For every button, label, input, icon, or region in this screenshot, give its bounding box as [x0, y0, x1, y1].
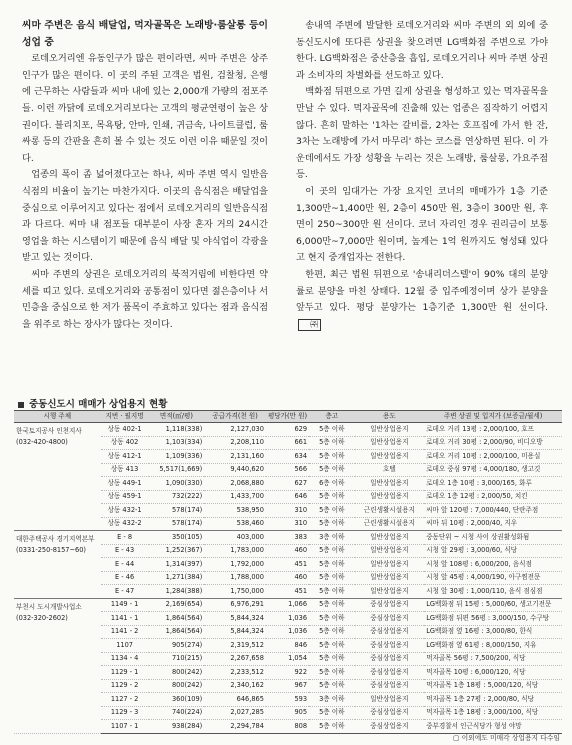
table-cell: 로데오 거리 10평 : 2,000/100, 미용실	[424, 450, 562, 464]
table-cell: 1,109(336)	[149, 450, 205, 464]
table-cell: 상동 432-1	[101, 504, 149, 518]
table-cell: 상동 413	[101, 463, 149, 477]
table-cell: 1,864(564)	[149, 625, 205, 639]
table-cell: 1,036	[266, 612, 309, 626]
table-cell: E - 47	[101, 585, 149, 599]
table-cell: 일반상업용지	[355, 423, 425, 437]
table-cell: 2,127,030	[204, 423, 266, 437]
table-cell: 1,284(388)	[149, 585, 205, 599]
table-cell: 로데오 1층 12평 : 2,000/50, 치킨	[424, 490, 562, 504]
table-cell: 1,314(397)	[149, 558, 205, 572]
table-cell: 800(242)	[149, 679, 205, 693]
table-cell: 5층 이하	[309, 666, 355, 680]
article-end-mark: ㈜	[298, 319, 321, 331]
agency-phone: (032-320-2602)	[16, 613, 68, 622]
table-cell: 627	[266, 477, 309, 491]
table-cell: 5층 이하	[309, 436, 355, 450]
table-cell: 5층 이하	[309, 720, 355, 734]
table-cell: 2,027,285	[204, 706, 266, 720]
table-cell: 5층 이하	[309, 639, 355, 653]
table-cell: 1,066	[266, 598, 309, 612]
table-cell: 460	[266, 544, 309, 558]
agency-phone: (032-420-4800)	[16, 438, 68, 446]
table-title	[18, 396, 167, 410]
table-cell: 846	[266, 639, 309, 653]
table-cell: 중심상업용지	[355, 679, 425, 693]
table-cell: 310	[266, 504, 309, 518]
table-cell: 5층 이하	[309, 612, 355, 626]
table-cell: 1,271(384)	[149, 571, 205, 585]
table-cell: 일반상업용지	[355, 436, 425, 450]
table-cell: 로데오 1층 10평 : 3,000/165, 화루	[424, 477, 562, 491]
table-cell: 5층 이하	[309, 423, 355, 437]
table-cell: 중심상업용지	[355, 720, 425, 734]
table-cell: 1141 - 1	[101, 612, 149, 626]
table-cell: 1129 - 1	[101, 666, 149, 680]
table-cell: E - 46	[101, 571, 149, 585]
table-cell: 일반상업용지	[355, 585, 425, 599]
table-cell: 460	[266, 571, 309, 585]
section-heading: 씨마 주변은 음식 배달업, 먹자골목은 노래방·룸살롱 등이 성업 중	[22, 20, 268, 48]
table-cell: E - 44	[101, 558, 149, 572]
table-cell: 1,118(338)	[149, 423, 205, 437]
table-row	[14, 531, 562, 545]
table-cell: 1127 - 2	[101, 693, 149, 707]
table-cell: 중심상업용지	[355, 666, 425, 680]
table-cell: E - 8	[101, 531, 149, 545]
agency-name: 한국토지공사 인천지사	[16, 427, 82, 435]
column-header: 면적(㎡/평)	[149, 411, 205, 423]
agency-name: 대한주택공사 경기지역본부	[16, 535, 95, 543]
table-cell: 먹자골목 10평 : 6,000/120, 식당	[424, 666, 562, 680]
article-right-column	[296, 18, 548, 333]
table-cell: 일반상업용지	[355, 571, 425, 585]
table-cell: 일반상업용지	[355, 558, 425, 572]
table-cell: 일반상업용지	[355, 477, 425, 491]
table-cell: 5층 이하	[309, 571, 355, 585]
table-cell: 5층 이하	[309, 706, 355, 720]
table-cell: 5층 이하	[309, 463, 355, 477]
table-cell: 근린생활시설용지	[355, 504, 425, 518]
table-cell: 상동 459-1	[101, 490, 149, 504]
table-cell: 5,844,324	[204, 612, 266, 626]
table-cell: 먹자골목 1층 18평 : 5,000/120, 식당	[424, 679, 562, 693]
table-cell: 1149 - 1	[101, 598, 149, 612]
table-cell: 중심상업용지	[355, 598, 425, 612]
table-cell: 360(109)	[149, 693, 205, 707]
table-cell: 383	[266, 531, 309, 545]
table-cell: 1107	[101, 639, 149, 653]
table-cell: 2,267,658	[204, 652, 266, 666]
table-cell: 5층 이하	[309, 544, 355, 558]
table-cell: 1,864(564)	[149, 612, 205, 626]
table-cell: 1107 - 1	[101, 720, 149, 734]
table-cell: 1,433,700	[204, 490, 266, 504]
table-cell: 일반상업용지	[355, 531, 425, 545]
table-cell: 상동 412-1	[101, 450, 149, 464]
table-cell: 578(174)	[149, 504, 205, 518]
table-row	[14, 598, 562, 612]
table-cell: 5층 이하	[309, 517, 355, 531]
table-cell: 1,090(330)	[149, 477, 205, 491]
table-cell: 1,783,000	[204, 544, 266, 558]
table-cell: 로데오 거리 30평 : 2,000/90, 비디오방	[424, 436, 562, 450]
table-cell: 5,517(1,669)	[149, 463, 205, 477]
body-paragraph: 씨마 주변의 상권은 로데오거리의 북적거림에 비한다면 약세를 띠고 있다. 로데오거리와 공통점이 있다면 젊은층이나 서민층을 중심으로 한 저가 품목이 주효하고 있다는 점과 음식점을 위주로 하는 장사가 많다는 것이다.	[22, 268, 268, 330]
table-cell: 먹자골목 1층 18평 : 3,000/100, 식당	[424, 706, 562, 720]
column-header: 공급가격(천 원)	[204, 411, 266, 423]
table-cell: 2,319,512	[204, 639, 266, 653]
table-cell: LG백화점 뒤 15평 : 5,000/60, 생고기전문	[424, 598, 562, 612]
table-cell: 중부경찰서 인근식당가 형성 야망	[424, 720, 562, 734]
table-cell: 근린생활시설용지	[355, 517, 425, 531]
body-paragraph	[296, 267, 548, 333]
table-cell: 9,440,620	[204, 463, 266, 477]
column-header: 평당가(만 원)	[266, 411, 309, 423]
table-cell: 1129 - 3	[101, 706, 149, 720]
table-caption: ▢ 이외에도 미매각 상업용지 다수임	[453, 734, 560, 742]
agency-cell	[14, 531, 101, 599]
table-cell: 2,068,880	[204, 477, 266, 491]
table-cell: 1,750,000	[204, 585, 266, 599]
table-header-row	[14, 411, 562, 423]
table-cell: 먹자골목 56평 : 7,500/200, 식당	[424, 652, 562, 666]
table-cell: 732(222)	[149, 490, 205, 504]
table-cell: 호텔	[355, 463, 425, 477]
table-cell: 634	[266, 450, 309, 464]
table-cell: 1,036	[266, 625, 309, 639]
agency-cell	[14, 598, 101, 733]
table-cell: 시청 앞 29평 : 3,000/60, 식당	[424, 544, 562, 558]
table-cell: 710(215)	[149, 652, 205, 666]
table-cell: 중심상업용지	[355, 652, 425, 666]
table-cell: 2,233,512	[204, 666, 266, 680]
table-cell: 중심상업용지	[355, 612, 425, 626]
table-cell: 451	[266, 558, 309, 572]
table-cell: 5층 이하	[309, 450, 355, 464]
body-paragraph: 백화점 뒤편으로 가면 길게 상권을 형성하고 있는 먹자골목을 만날 수 있다. 먹자골목에 진출해 있는 업종은 짐작하기 어렵지 않다. 흔히 말하는 '1차는 갈비를, 2차는 호프집에 가서 한 잔, 3차는 노래방에 가서 마무리' 하는 코스를 연상하면 된다. 이 가운데에서도 가장 성황을 누리는 것은 노래방, 룸살롱, 가요주점 등.	[296, 86, 548, 181]
table-cell: 661	[266, 436, 309, 450]
table-cell: 538,950	[204, 504, 266, 518]
body-paragraph: 업종의 폭이 좀 넓어졌다고는 하나, 씨마 주변 역시 일반음식점의 비율이 높기는 마찬가지다. 이곳의 음식점은 배달업을 중심으로 이루어지고 있다는 점에서 로데오거리의 일반음식점과 다르다. 씨마 내 점포들 대부분이 사장 혼자 거의 24시간 영업을 하는 시스템이기 때문에 음식 배달 및 야식업이 각광을 받고 있는 것이다.	[22, 169, 268, 264]
last-paragraph-text: 한편, 최근 법원 뒤편으로 '송내리더스텔'이 90% 대의 분양률로 분양을 마친 상태다. 12월 중 입주예정이며 상가 분양을 앞두고 있다. 평당 분양가는 1층기준 1,300만 원 선이다.	[296, 268, 548, 314]
table-cell: 5층 이하	[309, 504, 355, 518]
commercial-land-table	[14, 410, 562, 734]
table-row	[14, 423, 562, 437]
table-cell: 2,169(654)	[149, 598, 205, 612]
table-cell: 중심상업용지	[355, 639, 425, 653]
table-cell: 5층 이하	[309, 652, 355, 666]
table-cell: 일반상업용지	[355, 490, 425, 504]
table-cell: 6층 이하	[309, 477, 355, 491]
table-cell: LG백화점 뒤편 56평 : 3,000/150, 수구탕	[424, 612, 562, 626]
table-cell: 씨마 앞 120평 : 7,000/440, 단란주점	[424, 504, 562, 518]
table-cell: 5층 이하	[309, 598, 355, 612]
table-cell: 5층 이하	[309, 490, 355, 504]
table-cell: 629	[266, 423, 309, 437]
table-cell: 5층 이하	[309, 585, 355, 599]
table-cell: 1,792,000	[204, 558, 266, 572]
table-cell: 상동 432-2	[101, 517, 149, 531]
table-cell: 967	[266, 679, 309, 693]
column-header: 시행 주체	[14, 411, 101, 423]
table-cell: 일반상업용지	[355, 544, 425, 558]
table-cell: 538,460	[204, 517, 266, 531]
table-cell: 922	[266, 666, 309, 680]
table-cell: E - 43	[101, 544, 149, 558]
table-cell: 350(105)	[149, 531, 205, 545]
table-cell: 중심상업용지	[355, 625, 425, 639]
table-cell: 로데오 중심 97평 : 4,000/180, 생고깃	[424, 463, 562, 477]
table-cell: 1129 - 2	[101, 679, 149, 693]
table-cell: 6,976,291	[204, 598, 266, 612]
table-cell: 938(284)	[149, 720, 205, 734]
table-cell: 800(242)	[149, 666, 205, 680]
table-cell: 310	[266, 517, 309, 531]
table-cell: 5층 이하	[309, 679, 355, 693]
table-cell: 씨마 뒤 10평 : 2,000/40, 지우	[424, 517, 562, 531]
table-cell: 1,252(367)	[149, 544, 205, 558]
table-cell: 2,131,160	[204, 450, 266, 464]
table-cell: 일반상업용지	[355, 693, 425, 707]
table-cell: 상동 402-1	[101, 423, 149, 437]
table-cell: 1141 - 2	[101, 625, 149, 639]
table-cell: 2,208,110	[204, 436, 266, 450]
table-cell: 403,000	[204, 531, 266, 545]
table-cell: 3층 이하	[309, 693, 355, 707]
table-cell: 시청 앞 45평 : 4,000/190, 아구찜전문	[424, 571, 562, 585]
column-header: 층고	[309, 411, 355, 423]
table-cell: 740(224)	[149, 706, 205, 720]
body-paragraph: 이 곳의 임대가는 가장 요지인 코너의 매매가가 1층 기준 1,300만~1,400만 원, 2층이 450만 원, 3층이 300만 원, 후면이 250~300만 원 선이다. 코너 자리인 경우 권리금이 보통 6,000만~7,000만 원이며, 높게는 1억 원까지도 형성돼 있다고 현지 중개업자는 전한다.	[296, 185, 548, 264]
table-cell: 905(274)	[149, 639, 205, 653]
table-cell: 5층 이하	[309, 625, 355, 639]
table-cell: 593	[266, 693, 309, 707]
table-cell: LG백화점 옆 61평 : 8,000/150, 지유	[424, 639, 562, 653]
table-cell: 일반상업용지	[355, 450, 425, 464]
column-header: 지번 · 필지명	[101, 411, 149, 423]
body-paragraph: 송내역 주변에 발달한 로데오거리와 씨마 주변의 외 외에 중동신도시에 또다른 상권을 찾으려면 LG백화점 주변으로 가야 한다. LG백화점은 중산층을 흡입, 로데오거리나 씨마 주변 상권과 소비자의 차별화를 선도하고 있다.	[296, 20, 548, 81]
table-cell: 1,788,000	[204, 571, 266, 585]
bullet-square-icon	[18, 402, 24, 408]
table-cell: 566	[266, 463, 309, 477]
table-cell: 2,294,784	[204, 720, 266, 734]
agency-cell	[14, 423, 101, 531]
table-cell: 808	[266, 720, 309, 734]
agency-name: 부천시 도시개발사업소	[16, 602, 82, 611]
table-cell: 2,340,162	[204, 679, 266, 693]
table-cell: 646	[266, 490, 309, 504]
table-cell: 905	[266, 706, 309, 720]
agency-phone: (0331-250-8157~60)	[16, 546, 86, 554]
table-cell: 646,865	[204, 693, 266, 707]
table-cell: 3층 이하	[309, 531, 355, 545]
table-cell: 상동 402	[101, 436, 149, 450]
body-paragraph: 로데오거리엔 유동인구가 많은 편이라면, 씨마 주변은 상주인구가 많은 편이다. 이 곳의 주된 고객은 법원, 검찰청, 은행에 근무하는 사람들과 씨마 내에 있는 2,000개 가량의 점포주들. 이런 까닭에 로데오거리보다는 고객의 평균연령이 높은 상권이다. 블리치포, 목욕탕, 안마, 인쇄, 귀금속, 나이트클럽, 룸싸롱 등의 간판을 흔히 볼 수 있는 것도 이런 이유 때문일 것이다.	[22, 53, 268, 164]
table-cell: 5,844,324	[204, 625, 266, 639]
table-cell: 5층 이하	[309, 558, 355, 572]
table-cell: 1134 - 4	[101, 652, 149, 666]
table-cell: 로데오 거리 13평 : 2,000/100, 호프	[424, 423, 562, 437]
column-header: 용도	[355, 411, 425, 423]
table-cell: 1,103(334)	[149, 436, 205, 450]
article-left-column	[22, 18, 268, 333]
table-cell: 중심상업용지	[355, 706, 425, 720]
table-cell: 중동단위 ~ 시청 사이 상권활성화됨	[424, 531, 562, 545]
table-cell: 578(174)	[149, 517, 205, 531]
table-cell: 상동 449-1	[101, 477, 149, 491]
table-cell: 1,054	[266, 652, 309, 666]
table-cell: LG백화점 옆 16평 : 3,000/80, 한식	[424, 625, 562, 639]
table-title-text: 중동신도시 매매가 상업용지 현황	[29, 399, 168, 410]
column-header: 주변 상권 및 입지가 (보증금/월세)	[424, 411, 562, 423]
table-cell: 시청 앞 30평 : 1,000/110, 음식 점심점	[424, 585, 562, 599]
table-cell: 451	[266, 585, 309, 599]
table-cell: 시청 앞 108평 : 6,000/200, 음식점	[424, 558, 562, 572]
table-cell: 먹자골목 1층 27평 : 2,000/80, 식당	[424, 693, 562, 707]
